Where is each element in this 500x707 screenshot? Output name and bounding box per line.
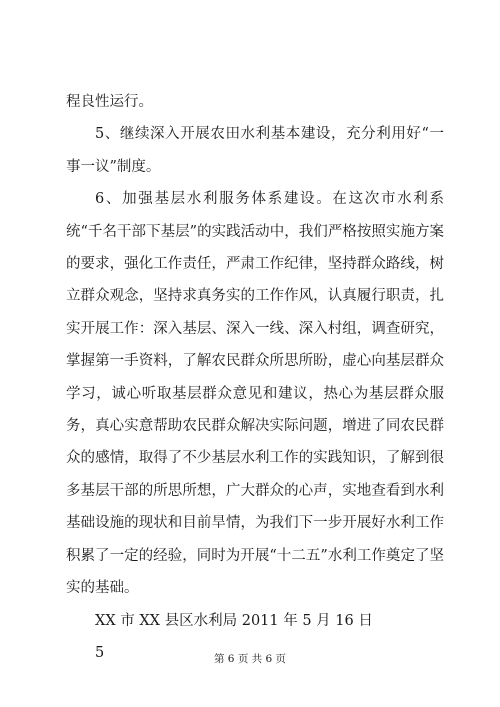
section-number: 5 [95,644,105,661]
paragraph-item-5: 5、继续深入开展农田水利基本建设，充分利用好“一事一议”制度。 [66,126,444,175]
page-footer [0,651,500,666]
paragraph-item-6: 6、加强基层水利服务体系建设。在这次市水利系统“千名干部下基层”的实践活动中，我们严格按照实施方案的要求，强化工作责任，严肃工作纪律，坚持群众路线，树立群众观念，坚持求真务实的工作作风，认真履行职责，扎实开展工作：深入基层、深入一线、深入村组，调查研究，掌握第一手资料，了解农民群众所思所盼，虚心向基层群众学习，诚心听取基层群众意见和建议，热心为基层群众服务，真心实意帮助农民群众解决实际问题，增进了同农民群众的感情，取得了不少基层水利工作的实践知识，了解到很多基层干部的所思所想，广大群众的心声，实地查看到水利基础设施的现状和目前旱情，为我们下一步开展好水利工作积累了一定的经验，同时为开展“十二五”水利工作奠定了坚实的基础。 [66,191,444,597]
paragraph-continuation: 程良性运行。 [66,94,153,110]
document-body [66,86,444,669]
page-number: 第 6 页 共 6 页 [213,653,287,665]
signature-line: XX 市 XX 县区水利局 2011 年 5 月 16 日 [95,612,373,629]
